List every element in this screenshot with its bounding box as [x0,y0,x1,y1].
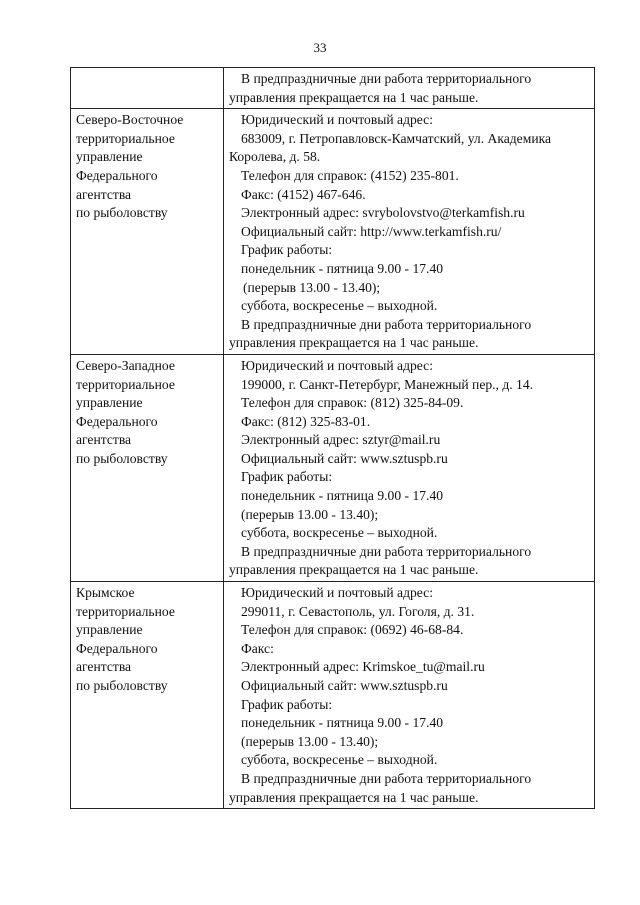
name-line: территориальное [76,603,175,619]
info-line: График работы: [241,469,333,485]
info-line: суббота, воскресенье – выходной. [241,752,438,768]
info-line: понедельник - пятница 9.00 - 17.40 [241,488,444,504]
info-line: управления прекращается на 1 час раньше. [229,335,479,351]
info-line: Официальный сайт: http://www.terkamfish.ru/ [241,223,502,239]
info-line: Юридический и почтовый адрес: [241,112,433,128]
name-line: агентства [76,659,132,675]
name-line: Федерального [76,413,158,429]
info-line: В предпраздничные дни работа территориального [241,543,532,559]
name-line: Северо-Восточное [76,112,184,128]
info-line: В предпраздничные дни работа территориального [241,770,532,786]
info-line: График работы: [241,242,333,258]
table-row [71,109,595,355]
name-line: Федерального [76,640,158,656]
name-line: по рыболовству [76,450,168,466]
name-cell [71,109,224,355]
info-line: суббота, воскресенье – выходной. [241,298,438,314]
name-cell [71,68,224,109]
info-line: 683009, г. Петропавловск-Камчатский, ул. Академика [241,130,552,146]
info-line: понедельник - пятница 9.00 - 17.40 [241,260,444,276]
info-line: понедельник - пятница 9.00 - 17.40 [241,715,444,731]
name-line: Северо-Западное [76,357,175,373]
name-line: территориальное [76,376,175,392]
table-row [71,68,595,109]
info-line: Электронный адрес: svrybolovstvo@terkamfish.ru [241,205,525,221]
name-line: агентства [76,186,132,202]
info-line: 199000, г. Санкт-Петербург, Манежный пер., д. 14. [241,376,534,392]
info-cell [224,582,595,809]
name-line: территориальное [76,130,175,146]
info-line: График работы: [241,696,333,712]
name-cell [71,354,224,581]
info-line: Электронный адрес: Krimskoe_tu@mail.ru [241,659,485,675]
info-line: Факс: (4152) 467-646. [241,186,366,202]
info-line: Официальный сайт: www.sztuspb.ru [241,678,448,693]
info-line: Юридический и почтовый адрес: [241,585,433,601]
info-line: управления прекращается на 1 час раньше. [229,89,479,105]
name-line: управление [76,622,143,638]
name-line: управление [76,395,143,411]
name-line: по рыболовству [76,205,168,221]
info-line: управления прекращается на 1 час раньше. [229,562,479,578]
info-line: В предпраздничные дни работа территориального [241,71,532,86]
table-row [71,582,595,809]
info-line: Электронный адрес: sztyr@mail.ru [241,432,441,448]
info-line: Телефон для справок: (0692) 46-68-84. [241,622,464,638]
info-cell [224,68,595,109]
info-cell [224,109,595,355]
name-line: по рыболовству [76,678,168,693]
name-cell [71,582,224,809]
contacts-table [70,67,595,809]
info-line: (перерыв 13.00 - 13.40); [241,506,379,522]
info-line: управления прекращается на 1 час раньше. [229,789,479,805]
info-line: 299011, г. Севастополь, ул. Гоголя, д. 31. [241,603,475,619]
info-line: Официальный сайт: www.sztuspb.ru [241,450,448,466]
name-line: Федерального [76,167,158,183]
info-line: Факс: (812) 325-83-01. [241,413,371,429]
info-line: Юридический и почтовый адрес: [241,357,433,373]
name-line: управление [76,149,143,165]
table-row [71,354,595,581]
name-line: Крымское [76,585,135,601]
info-line: суббота, воскресенье – выходной. [241,525,438,541]
info-line: Телефон для справок: (812) 325-84-09. [241,395,464,411]
info-line: Королева, д. 58. [229,149,321,165]
info-line: В предпраздничные дни работа территориального [241,316,532,332]
info-line: (перерыв 13.00 - 13.40); [243,279,381,295]
name-line: агентства [76,432,132,448]
info-line: Факс: [241,640,274,656]
info-line: Телефон для справок: (4152) 235-801. [241,167,459,183]
info-line: (перерыв 13.00 - 13.40); [241,733,379,749]
page-number: 33 [313,40,327,55]
info-cell [224,354,595,581]
